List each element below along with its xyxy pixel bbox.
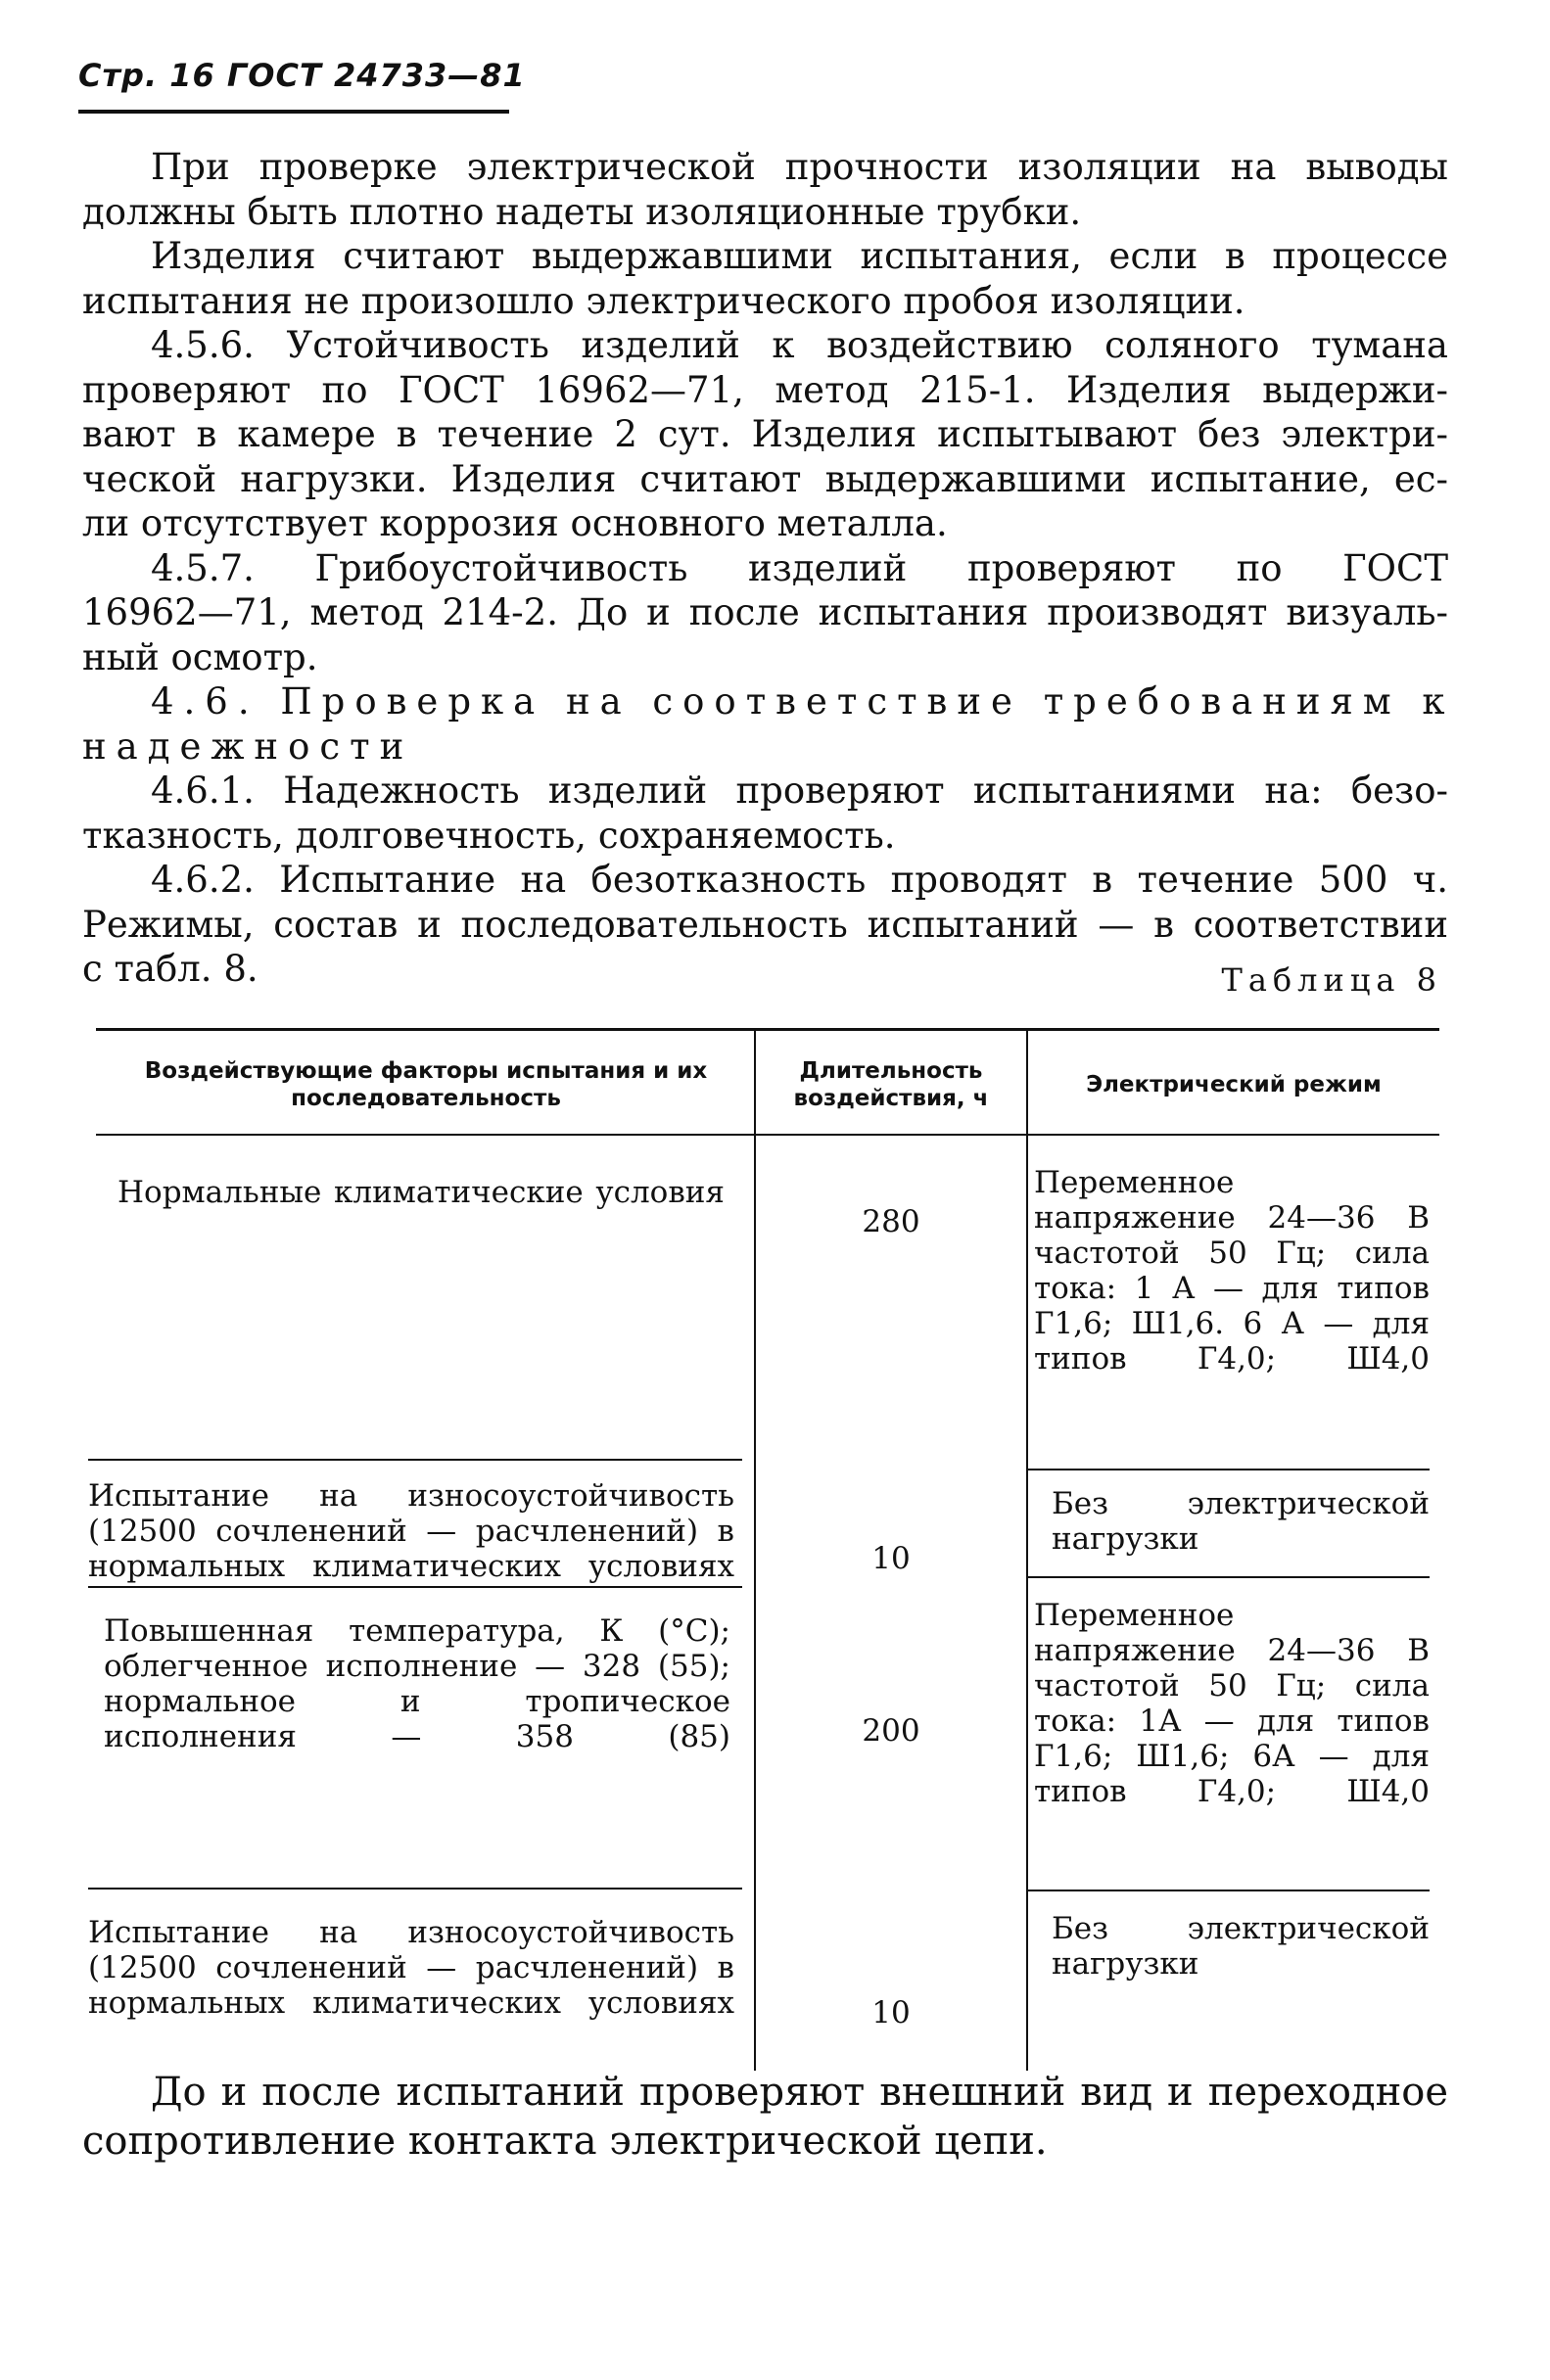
- text-line: Изделия считают выдержавшими испытания, если в процессе: [151, 235, 1448, 277]
- cell-text: Испытание на износоустойчивость (12500 сочленений — расчленений) в нормальных климатических условиях: [88, 1478, 734, 1584]
- header-rule: [78, 110, 509, 114]
- text-line: До и после испытаний проверяют внешний вид и переходное: [151, 2070, 1448, 2115]
- row-divider: [88, 1888, 742, 1890]
- text-line: ли отсутствует коррозия основного металла.: [82, 502, 948, 544]
- cell-text: Без электрической нагрузки: [1052, 1911, 1430, 1982]
- paragraph-4-5-6: [82, 323, 1448, 546]
- column-header-mode: Электрический режим: [1086, 1072, 1382, 1097]
- text-line: вают в камере в течение 2 сут. Изделия испытывают без электри-: [82, 413, 1448, 455]
- text-line: проверяют по ГОСТ 16962—71, метод 215-1. Изделия выдержи-: [82, 368, 1448, 411]
- section-heading-line: 4.6. Проверка на соответствие требованиям к: [151, 680, 1455, 723]
- text-line: 4.6.1. Надежность изделий проверяют испытаниями на: безо-: [151, 770, 1448, 812]
- text-line: ческой нагрузки. Изделия считают выдержавшими испытание, ес-: [82, 457, 1448, 500]
- text-line: 16962—71, метод 214-2. До и после испытания производят визуаль-: [82, 591, 1448, 633]
- paragraph-1: [82, 145, 1448, 234]
- row-divider: [88, 1459, 742, 1461]
- paragraph-4-6-1: [82, 769, 1448, 858]
- cell-factor: [117, 1175, 725, 1210]
- cell-duration: 10: [871, 1541, 911, 1576]
- cell-duration: 200: [862, 1713, 920, 1749]
- text-line: 4.6.2. Испытание на безотказность проводят в течение 500 ч.: [151, 859, 1448, 901]
- paragraph-4-5-7: [82, 546, 1448, 680]
- cell-factor: [88, 1478, 734, 1584]
- table-title: Таблица 8: [1221, 961, 1442, 999]
- cell-text: Повышенная температура, К (°С); облегченное исполнение — 328 (55); нормальное и тропическое исполнения — 358 (85): [104, 1613, 730, 1754]
- cell-text: Переменное напряжение 24—36 В частотой 50 Гц; сила тока: 1 А — для типов Г1,6; Ш1,6. 6 А — для типов Г4,0; Ш4,0: [1034, 1165, 1430, 1377]
- text-line: При проверке электрической прочности изоляции на выводы: [151, 146, 1448, 188]
- cell-text: Нормальные климатические условия: [117, 1175, 725, 1210]
- text-line: должны быть плотно надеты изоляционные трубки.: [82, 190, 1082, 233]
- column-header-duration: Длительность воздействия, ч: [793, 1058, 989, 1111]
- cell-duration: 280: [862, 1204, 920, 1239]
- text-line: 4.5.7. Грибоустойчивость изделий проверяют по ГОСТ: [151, 546, 1448, 589]
- section-heading-line: надежности: [82, 724, 414, 768]
- cell-duration: 10: [871, 1995, 911, 2030]
- page-header: Стр. 16 ГОСТ 24733—81: [78, 57, 526, 94]
- row-divider: [1028, 1890, 1430, 1891]
- cell-text: Переменное напряжение 24—36 В частотой 50 Гц; сила тока: 1А — для типов Г1,6; Ш1,6; 6А — для типов Г4,0; Ш4,0: [1034, 1598, 1430, 1809]
- row-divider: [1028, 1469, 1430, 1470]
- closing-paragraph: [82, 2068, 1448, 2166]
- cell-mode: [1034, 1598, 1430, 1809]
- text-line: Режимы, состав и последовательность испытаний — в соответствии: [82, 903, 1448, 946]
- section-heading-4-6: [82, 679, 1455, 769]
- paragraph-2: [82, 234, 1448, 323]
- text-line: тказность, долговечность, сохраняемость.: [82, 814, 896, 857]
- cell-mode: [1052, 1486, 1430, 1557]
- text-line: с табл. 8.: [82, 948, 258, 990]
- text-line: испытания не произошло электрического пробоя изоляции.: [82, 279, 1245, 322]
- text-line: 4.5.6. Устойчивость изделий к воздействию соляного тумана: [151, 324, 1448, 366]
- cell-mode: [1034, 1165, 1430, 1377]
- table-8: [88, 1028, 1439, 2071]
- cell-mode: [1052, 1911, 1430, 1982]
- column-header-factors: Воздействующие факторы испытания и их последовательность: [144, 1058, 708, 1111]
- body-text: [82, 145, 1455, 992]
- cell-factor: [104, 1613, 730, 1754]
- cell-factor: [88, 1915, 734, 2021]
- row-divider: [88, 1586, 742, 1588]
- row-divider: [1028, 1576, 1430, 1578]
- header-bottom-border: [96, 1134, 1439, 1136]
- cell-text: Без электрической нагрузки: [1052, 1486, 1430, 1557]
- cell-text: Испытание на износоустойчивость (12500 сочленений — расчленений) в нормальных климатических условиях: [88, 1915, 734, 2021]
- text-line: сопротивление контакта электрической цепи.: [82, 2119, 1048, 2164]
- table-top-border: [96, 1028, 1439, 1031]
- text-line: ный осмотр.: [82, 635, 318, 678]
